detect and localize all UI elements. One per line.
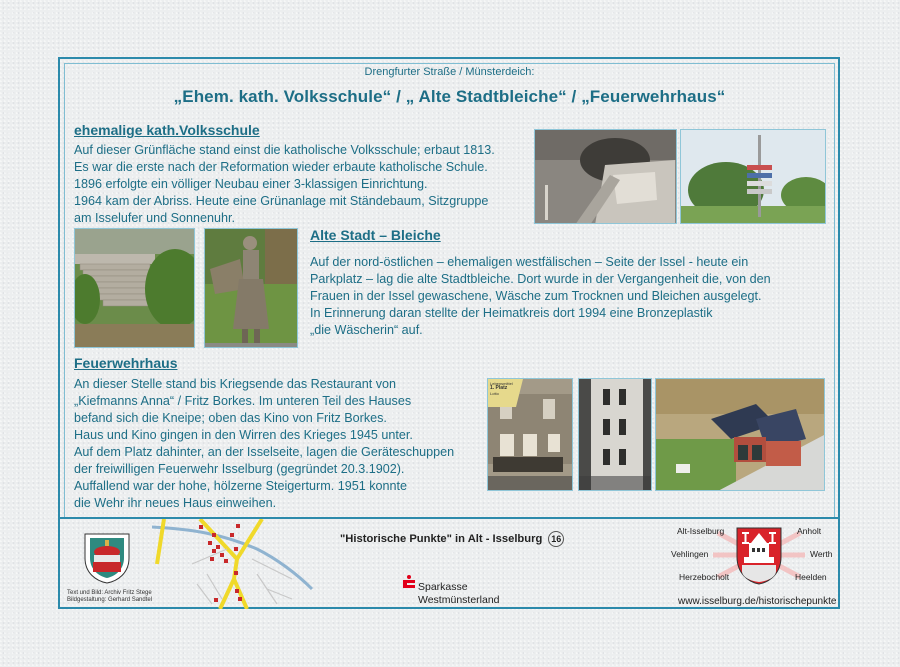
text-line: befand sich die Kneipe; oben das Kino von Fritz Borkes. [74,411,387,425]
place-vehlingen: Vehlingen [671,549,709,559]
heading-bleiche: Alte Stadt – Bleiche [310,227,441,243]
text-line: In Erinnerung daran stellte der Heimatkreis dort 1994 eine Bronzeplastik [310,306,713,320]
photo-restaurant-kiefmanns [487,378,573,491]
text-line: die Wehr ihr neues Haus einweihen. [74,496,277,510]
place-anholt: Anholt [797,526,822,536]
text-line: „die Wäscherin“ auf. [310,323,423,337]
text-bleiche [310,254,771,339]
photo-new-feuerwehrhaus [655,378,825,491]
photo-caption [488,476,572,490]
text-line: Frauen in der Issel gewaschene, Wäsche zum Trocknen und Bleichen ausgelegt. [310,289,762,303]
place-alt-isselburg: Alt-Isselburg [677,526,725,536]
text-line: Auffallend war der hohe, hölzerne Steigerturm. 1951 konnte [74,479,408,493]
text-volksschule [74,142,495,227]
text-line: 1896 erfolgte ein völliger Neubau einer 3-klassigen Einrichtung. [74,177,428,191]
text-line: „Kiefmanns Anna“ / Fritz Borkes. Im unteren Teil des Hauses [74,394,412,408]
sparkasse-s-icon [403,575,415,589]
text-line: der freiwilligen Feuerwehr Isselburg (gegründet 20.3.1902). [74,462,405,476]
photo-steigerturm [578,378,652,491]
photo-standebaum [680,129,826,224]
photo-caption [579,476,651,490]
sponsor-line1: Sparkasse [418,581,468,593]
location-subtitle: Drengfurter Straße / Münsterdeich: [364,66,535,78]
series-title [340,531,564,547]
heading-volksschule: ehemalige kath.Volksschule [74,122,260,138]
crest-icon [82,528,132,584]
page-title: „Ehem. kath. Volksschule“ / „ Alte Stadtbleiche“ / „Feuerwehrhaus“ [173,87,726,106]
credit-design: Bildgestaltung: Gerhard Sandtel [67,597,153,603]
text-line: Haus und Kino gingen in den Wirren des Krieges 1945 unter. [74,428,413,442]
text-line: An dieser Stelle stand bis Kriegsende das Restaurant von [74,377,397,391]
sign-line: Lebensmittel [490,381,513,386]
series-title-text: "Historische Punkte" in Alt - Isselburg [340,532,543,545]
castle-crest-icon [736,527,782,585]
old-school-aerial-image [535,130,677,224]
sparkasse-logo-icon [403,575,415,589]
text-line: Parkplatz – lag die alte Stadtbleiche. Dort wurde in der Vergangenheit die, von den [310,272,771,286]
photo-isselufer-steps [74,228,195,348]
photo-waescherin-statue [204,228,298,348]
sign-line: Lotto [490,391,499,396]
text-line: 1964 kam der Abriss. Heute eine Grünanlage mit Ständebaum, Sitzgruppe [74,194,489,208]
isselufer-steps-image [75,229,195,348]
sign-line: 1. Platz [490,385,508,391]
place-herzebocholt: Herzebocholt [679,572,730,582]
point-number-badge: 16 [548,531,564,547]
sponsor-line2: Westmünsterland [418,594,500,606]
text-line: am Isselufer und Sonnenuhr. [74,211,236,225]
feuerwehrhaus-aerial-image [656,379,825,491]
sponsor-name [418,581,468,593]
photo-old-school-aerial [534,129,677,224]
steigerturm-image [579,379,652,491]
text-feuerwehrhaus [74,376,454,512]
text-line: Auf dieser Grünfläche stand einst die katholische Volksschule; erbaut 1813. [74,143,495,157]
town-map [152,519,330,609]
restaurant-sign [490,381,513,396]
map-image [152,519,330,609]
isselburg-coat-of-arms-left [82,528,132,584]
place-heelden: Heelden [795,572,827,582]
text-line: Auf dem Platz dahinter, an der Isselseite, lagen die Geräteschuppen [74,445,455,459]
waescherin-statue-image [205,229,298,348]
standebaum-image [681,130,826,224]
text-line: Auf der nord-östlichen – ehemaligen westfälischen – Seite der Issel - heute ein [310,255,749,269]
text-line: Es war die erste nach der Reformation wieder erbaute katholische Schule. [74,160,488,174]
place-werth: Werth [810,549,833,559]
credit-text-image: Text und Bild: Archiv Fritz Stege [67,590,152,596]
heading-feuerwehrhaus: Feuerwehrhaus [74,355,178,371]
website-url[interactable]: www.isselburg.de/historischepunkte [678,596,837,607]
isselburg-coat-of-arms-right [736,527,782,585]
